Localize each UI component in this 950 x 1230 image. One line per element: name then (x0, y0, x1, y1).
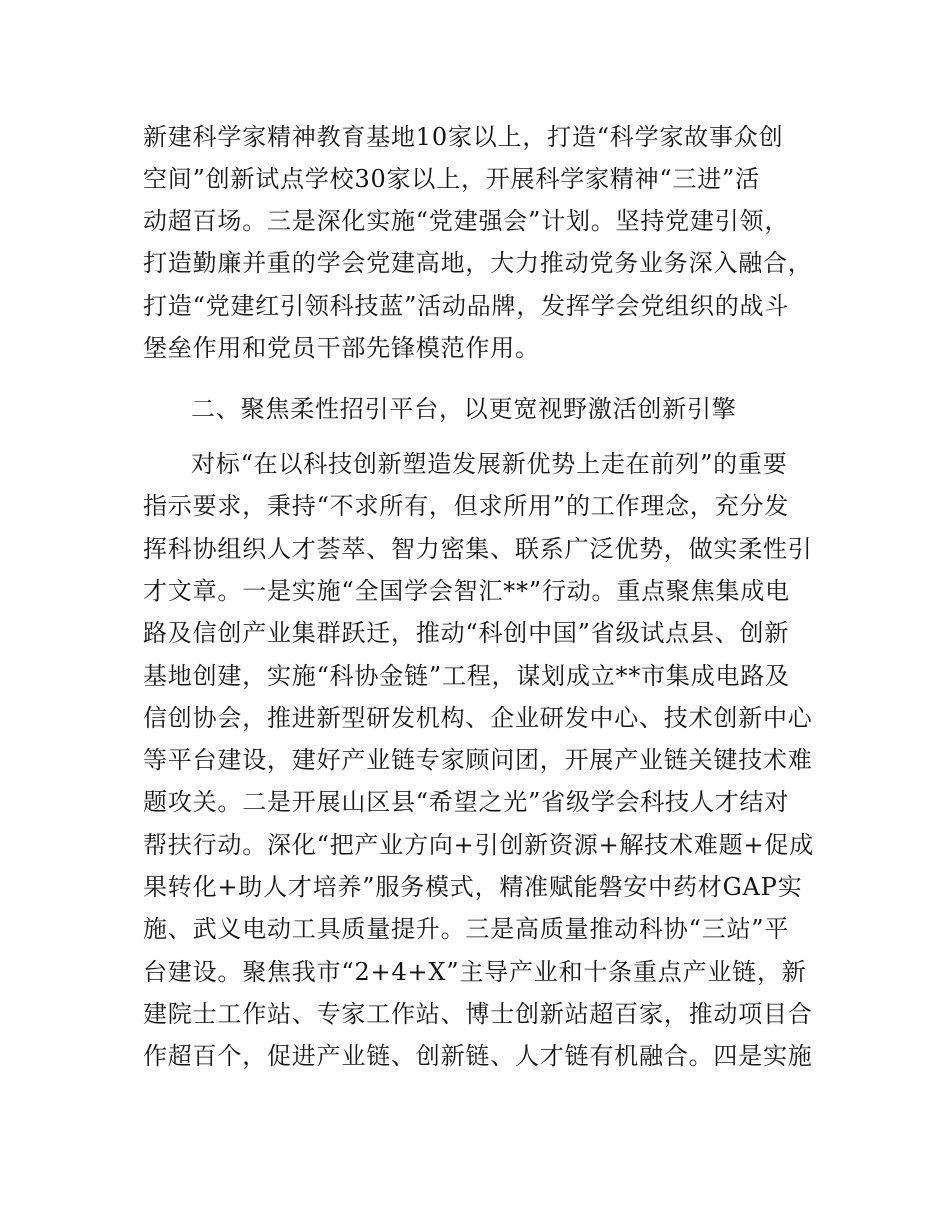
text-line: 信创协会，推进新型研发机构、企业研发中心、技术创新中心 (143, 704, 813, 732)
text-line: 动超百场。三是深化实施“党建强会”计划。坚持党建引领， (143, 207, 790, 235)
text-line: 台建设。聚焦我市“2+4+X”主导产业和十条重点产业链，新 (143, 958, 807, 986)
text-line: 等平台建设，建好产业链专家顾问团，开展产业链关键技术难 (143, 746, 813, 774)
text-line: 空间”创新试点学校30家以上，开展科学家精神“三进”活 (143, 165, 760, 193)
text-line: 题攻关。二是开展山区县“希望之光”省级学会科技人才结对 (143, 788, 790, 816)
text-line: 打造“党建红引领科技蓝”活动品牌，发挥学会党组织的战斗 (143, 292, 790, 320)
text-line: 对标“在以科技创新塑造发展新优势上走在前列”的重要 (191, 450, 788, 478)
text-line: 作超百个，促进产业链、创新链、人才链有机融合。四是实施 (143, 1042, 813, 1070)
text-line: 打造勤廉并重的学会党建高地，大力推动党务业务深入融合， (143, 249, 813, 277)
section-heading: 二、聚焦柔性招引平台，以更宽视野激活创新引擎 (191, 395, 737, 423)
text-line: 新建科学家精神教育基地10家以上，打造“科学家故事众创 (143, 123, 784, 151)
text-line: 施、武义电动工具质量提升。三是高质量推动科协“三站”平 (143, 915, 790, 943)
text-line: 帮扶行动。深化“把产业方向+引创新资源+解技术难题+促成 (143, 831, 814, 859)
text-line: 路及信创产业集群跃迁，推动“科创中国”省级试点县、创新 (143, 619, 790, 647)
text-line: 挥科协组织人才荟萃、智力密集、联系广泛优势，做实柔性引 (143, 535, 813, 563)
text-line: 才文章。一是实施“全国学会智汇**”行动。重点聚焦集成电 (143, 577, 790, 605)
text-line: 建院士工作站、专家工作站、博士创新站超百家，推动项目合 (143, 1000, 813, 1028)
text-line: 指示要求，秉持“不求所有，但求所用”的工作理念，充分发 (143, 492, 790, 520)
text-line: 基地创建，实施“科协金链”工程，谋划成立**市集成电路及 (143, 662, 790, 690)
text-line: 堡垒作用和党员干部先锋模范作用。 (143, 334, 540, 362)
text-line: 果转化+助人才培养”服务模式，精准赋能磐安中药材GAP实 (143, 873, 803, 901)
